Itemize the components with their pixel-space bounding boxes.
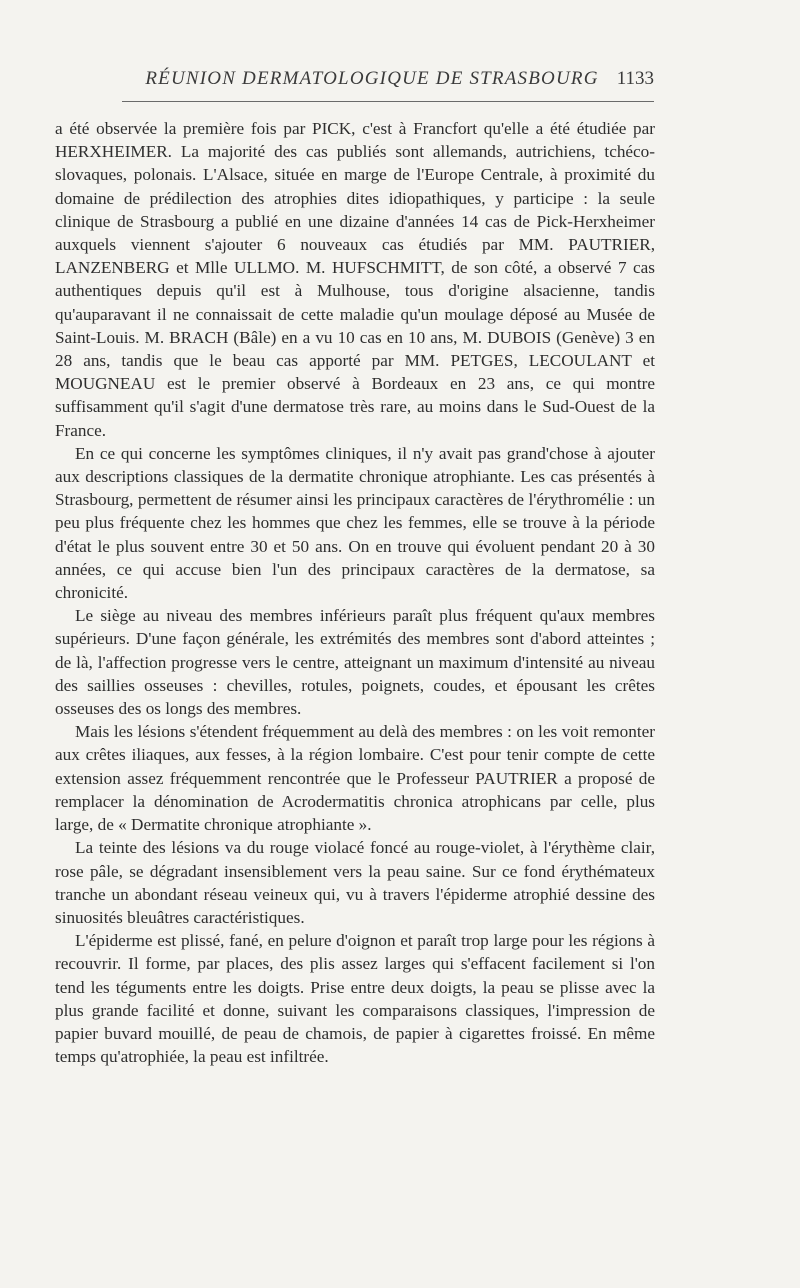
- running-head: [122, 68, 654, 94]
- paragraph-3: Le siège au niveau des membres inférieurs paraît plus fréquent qu'aux membres supérieurs. D'une façon générale, les extrémités des membres sont d'abord atteintes ; de là, l'affection progresse vers le centre, atteignant un maximum d'intensité au niveau des saillies osseuses : chevilles, rotules, poignets, coudes, et épousant les crêtes osseuses des os longs des membres.: [55, 606, 655, 719]
- paragraph-6: L'épiderme est plissé, fané, en pelure d'oignon et paraît trop large pour les régions à recouvrir. Il forme, par places, des plis assez larges qui s'effacent facilement si l'on tend les téguments entre les doigts. Prise entre deux doigts, la peau se plisse avec la plus grande facilité et donne, suivant les comparaisons classiques, l'impression de papier buvard mouillé, de peau de chamois, de papier à cigarettes froissé. En même temps qu'atrophiée, la peau est infiltrée.: [55, 931, 655, 1067]
- header-rule: [122, 101, 654, 102]
- paragraph-4: Mais les lésions s'étendent fréquemment au delà des membres : on les voit remonter aux crêtes iliaques, aux fesses, à la région lombaire. C'est pour tenir compte de cette extension assez fréquemment rencontrée que le Professeur PAUTRIER a proposé de remplacer la dénomination de Acrodermatitis chronica atrophicans par celle, plus large, de « Dermatite chronique atrophiante ».: [55, 722, 655, 835]
- paragraph-2: En ce qui concerne les symptômes cliniques, il n'y avait pas grand'chose à ajouter aux descriptions classiques de la dermatite chronique atrophiante. Les cas présentés à Strasbourg, permettent de résumer ainsi les principaux caractères de l'érythromélie : un peu plus fréquente chez les hommes que chez les femmes, elle se trouve à la période d'état le plus souvent entre 30 et 50 ans. On en trouve qui évoluent pendant 20 à 30 années, ce qui accuse bien l'un des principaux caractères de la dermatose, sa chronicité.: [55, 443, 655, 603]
- body-text: [55, 117, 655, 1068]
- running-title: RÉUNION DERMATOLOGIQUE DE STRASBOURG: [145, 68, 599, 89]
- paragraph-1: a été observée la première fois par PICK, c'est à Francfort qu'elle a été étudiée par HERXHEIMER. La majorité des cas publiés sont allemands, autrichiens, tchéco-slovaques, polonais. L'Alsace, située en marge de l'Europe Centrale, à proximité du domaine de prédilection des atrophies dites idiopathiques, y participe : la seule clinique de Strasbourg a publié en une dizaine d'années 14 cas de Pick-Herxheimer auxquels viennent s'ajouter 6 nouveaux cas étudiés par MM. PAUTRIER, LANZENBERG et Mlle ULLMO. M. HUFSCHMITT, de son côté, a observé 7 cas authentiques depuis qu'il est à Mulhouse, tous d'origine alsacienne, tandis qu'auparavant il ne connaissait de cette maladie qu'un moulage déposé au Musée de Saint-Louis. M. BRACH (Bâle) en a vu 10 cas en 10 ans, M. DUBOIS (Genève) 3 en 28 ans, tandis que le beau cas apporté par MM. PETGES, LECOULANT et MOUGNEAU est le premier observé à Bordeaux en 23 ans, ce qui montre suffisamment qu'il s'agit d'une dermatose très rare, au moins dans le Sud-Ouest de la France.: [55, 119, 655, 440]
- page-number: 1133: [616, 68, 654, 89]
- paragraph-5: La teinte des lésions va du rouge violacé foncé au rouge-violet, à l'érythème clair, rose pâle, se dégradant insensiblement vers la peau saine. Sur ce fond érythémateux tranche un abondant réseau veineux qui, vu à travers l'épiderme atrophié dessine des sinuosités bleuâtres caractéristiques.: [55, 838, 655, 927]
